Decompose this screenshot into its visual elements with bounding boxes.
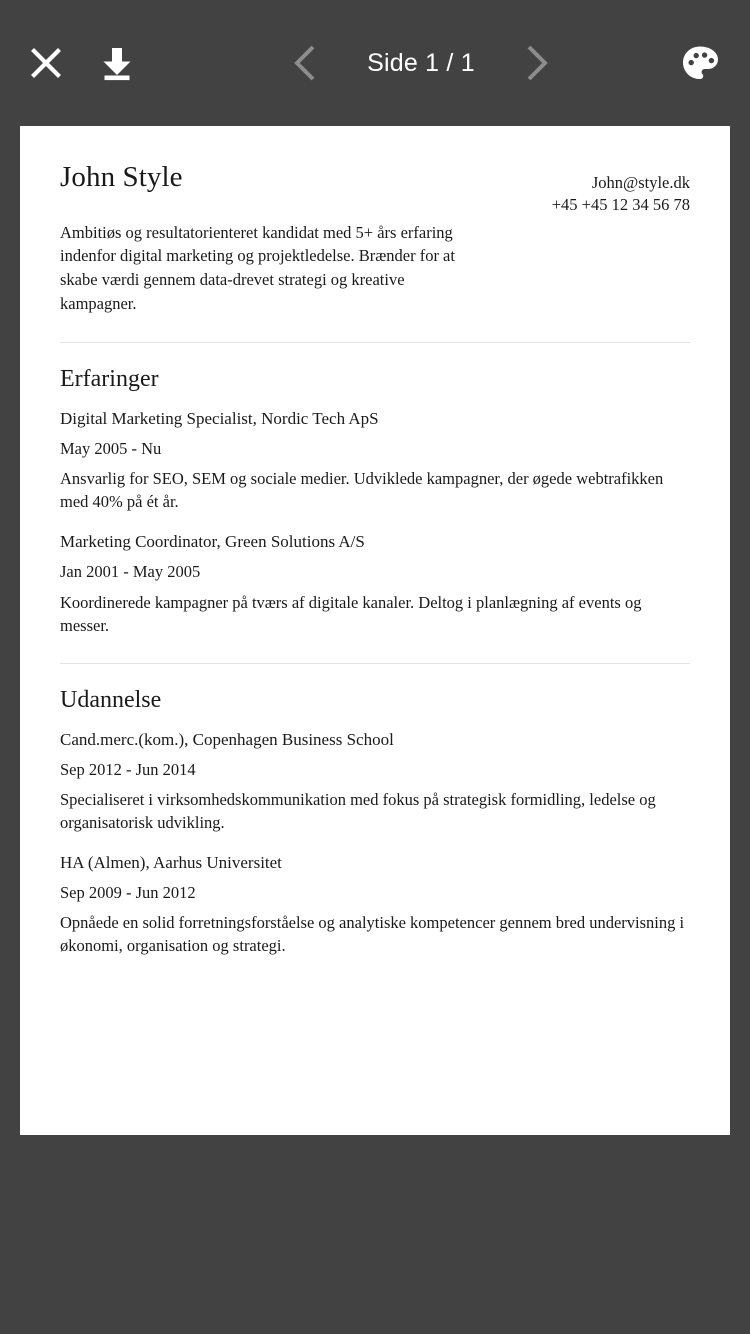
page-indicator: Side 1 / 1 (367, 48, 475, 77)
theme-button[interactable] (678, 41, 722, 85)
section-title-experience: Erfaringer (60, 366, 159, 393)
education-entry (60, 852, 690, 957)
contact-block (552, 160, 690, 217)
entry-dates: Jan 2001 - May 2005 (60, 562, 201, 582)
education-entry (60, 729, 690, 834)
previous-page-button[interactable] (289, 41, 323, 85)
toolbar-left-group (0, 42, 138, 84)
entry-description: Opnåede en solid forretningsforståelse og analytiske kompetencer gennem bred undervisning i økonomi, organisation og strategi. (60, 913, 685, 956)
close-icon (26, 43, 66, 83)
experience-entry (60, 408, 690, 513)
contact-email: John@style.dk (591, 173, 690, 192)
entry-title: HA (Almen), Aarhus Universitet (60, 852, 282, 872)
download-button[interactable] (96, 42, 138, 84)
palette-icon (678, 41, 722, 85)
toolbar-right-group (678, 41, 750, 85)
chevron-left-icon (289, 41, 323, 85)
toolbar-page-nav (138, 41, 678, 85)
section-title-education: Udannelse (60, 686, 162, 713)
entry-dates: Sep 2009 - Jun 2012 (60, 882, 196, 902)
entry-title: Digital Marketing Specialist, Nordic Tech ApS (60, 409, 379, 429)
viewer-toolbar (0, 0, 750, 126)
entry-description: Koordinerede kampagner på tværs af digitale kanaler. Deltog i planlægning af events og messer. (60, 592, 642, 635)
entry-description: Ansvarlig for SEO, SEM og sociale medier. Udviklede kampagner, der øgede webtrafikken med 40% på ét år. (60, 469, 664, 512)
entry-title: Marketing Coordinator, Green Solutions A/S (60, 532, 365, 552)
contact-phone: +45 +45 12 34 56 78 (551, 195, 690, 215)
document-page[interactable] (20, 126, 730, 1135)
entry-dates: May 2005 - Nu (60, 438, 162, 458)
cv-identity (60, 160, 183, 201)
chevron-right-icon (519, 41, 553, 85)
page-title: John Style (60, 161, 183, 193)
next-page-button[interactable] (519, 41, 553, 85)
section-divider (60, 663, 690, 664)
entry-description: Specialiseret i virksomhedskommunikation med fokus på strategisk formidling, ledelse og organisatorisk udvikling. (60, 789, 656, 832)
close-button[interactable] (26, 43, 66, 83)
cv-header (60, 160, 690, 217)
entry-dates: Sep 2012 - Jun 2014 (60, 759, 196, 779)
section-divider (60, 342, 690, 343)
entry-title: Cand.merc.(kom.), Copenhagen Business School (60, 729, 394, 749)
experience-entry (60, 531, 690, 636)
download-icon (96, 42, 138, 84)
cv-summary: Ambitiøs og resultatorienteret kandidat med 5+ års erfaring indenfor digital marketing og projektledelse. Brænder for at skabe værdi gennem data-drevet strategi og kreative kampagner. (60, 222, 455, 314)
